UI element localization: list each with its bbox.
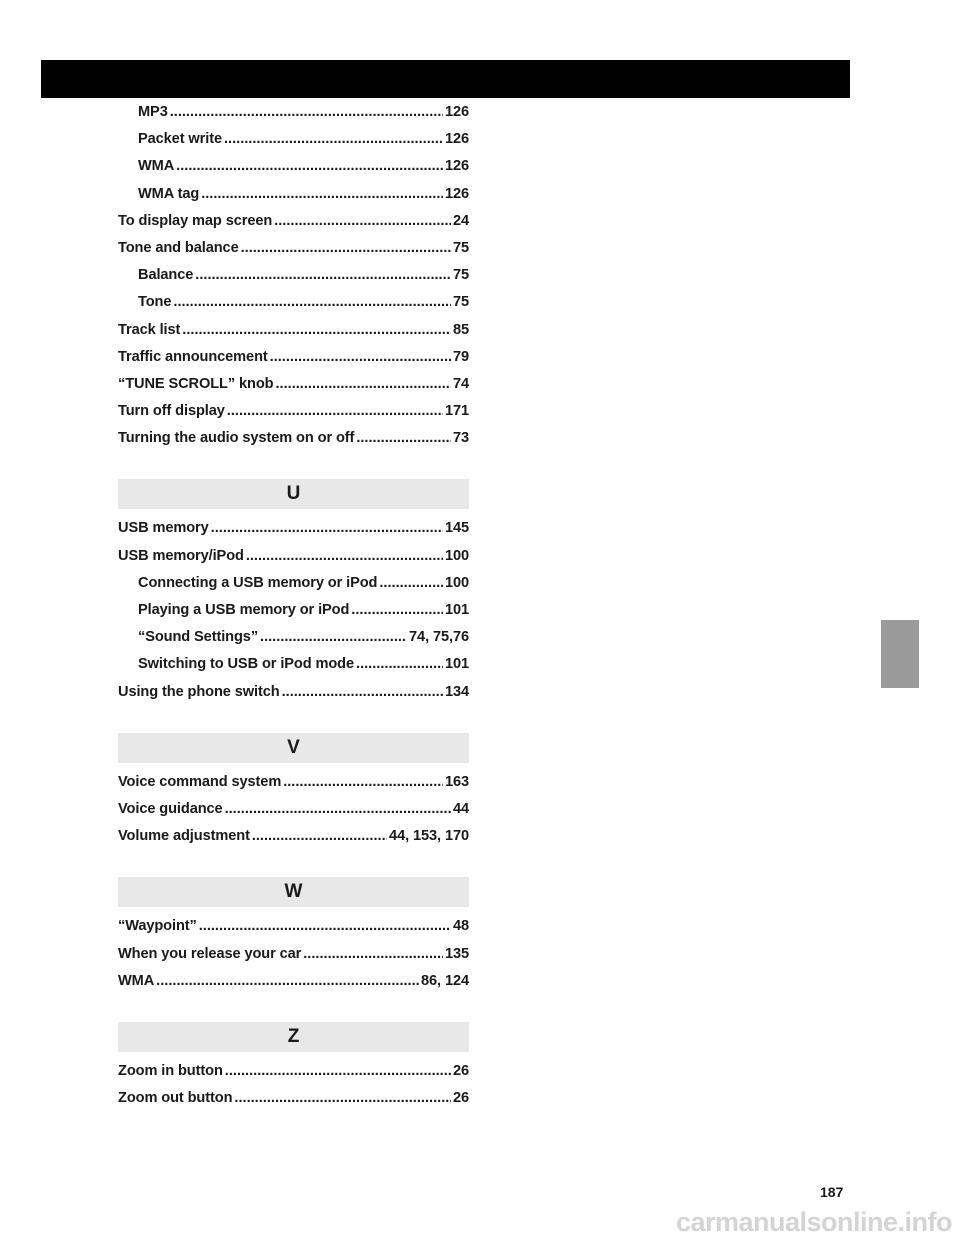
leader-dots: [351, 602, 443, 618]
entry-label: Volume adjustment: [118, 828, 250, 845]
entry-page: 26: [452, 1090, 469, 1107]
entry-label: Traffic announcement: [118, 348, 268, 365]
entry-page: 44, 153, 170: [389, 828, 469, 845]
entry-label: Turning the audio system on or off: [118, 430, 355, 447]
leader-dots: [246, 548, 443, 564]
entry-page: 26: [452, 1062, 469, 1079]
entry-label: USB memory: [118, 520, 209, 537]
entry-page: 101: [444, 602, 469, 618]
entry-label: Packet write: [138, 131, 222, 148]
index-entry: [118, 801, 469, 828]
entry-page: 73: [452, 430, 469, 447]
entry-page: 145: [444, 520, 469, 537]
entry-page: 48: [452, 918, 469, 935]
index-entry: [118, 267, 469, 294]
entry-label: Zoom out button: [118, 1090, 233, 1107]
leader-dots: [176, 158, 443, 174]
entry-page: 126: [444, 185, 469, 202]
entry-label: Balance: [138, 267, 194, 284]
leader-dots: [275, 376, 450, 392]
leader-dots: [356, 430, 451, 446]
index-entry: [118, 131, 469, 158]
index-entry: [118, 349, 469, 376]
entry-label: USB memory/iPod: [118, 547, 244, 564]
entry-label: Tone and balance: [118, 239, 239, 256]
section-header-z: Z: [118, 1022, 469, 1052]
index-entry: [118, 629, 469, 656]
index-entry: [118, 403, 469, 430]
leader-dots: [199, 918, 451, 934]
entry-label: Voice guidance: [118, 800, 223, 817]
entries-u: [118, 520, 469, 710]
leader-dots: [227, 403, 443, 419]
entry-label: “TUNE SCROLL” knob: [118, 375, 274, 392]
index-entry: [118, 240, 469, 267]
entry-label: Playing a USB memory or iPod: [138, 602, 350, 618]
entry-page: 101: [444, 656, 469, 673]
index-entry: [118, 1090, 469, 1117]
entry-label: When you release your car: [118, 945, 302, 962]
index-entry: [118, 684, 469, 711]
leader-dots: [303, 946, 443, 962]
leader-dots: [225, 801, 451, 817]
index-entry: [118, 1063, 469, 1090]
entry-page: 171: [444, 403, 469, 420]
entries-w: [118, 918, 469, 1000]
leader-dots: [234, 1090, 451, 1106]
index-entry: [118, 186, 469, 213]
index-entry: [118, 774, 469, 801]
entry-label: WMA: [118, 972, 155, 989]
header-bar: [41, 60, 850, 98]
entry-label: “Sound Settings”: [138, 629, 259, 646]
entries-z: [118, 1063, 469, 1117]
leader-dots: [270, 349, 451, 365]
index-entry: [118, 520, 469, 547]
entry-label: Tone: [138, 294, 172, 311]
index-entry: [118, 575, 469, 602]
leader-dots: [173, 294, 451, 310]
entry-label: Switching to USB or iPod mode: [138, 656, 355, 673]
entry-page: 24: [452, 212, 469, 229]
entries-t: [118, 104, 469, 457]
entry-page: 135: [444, 945, 469, 962]
section-header-w: W: [118, 877, 469, 907]
index-entry: [118, 213, 469, 240]
entry-page: 79: [452, 348, 469, 365]
leader-dots: [252, 828, 387, 844]
entry-page: 85: [452, 321, 469, 338]
section-header-u: U: [118, 479, 469, 509]
entry-page: 126: [444, 131, 469, 148]
entry-label: Voice command system: [118, 773, 282, 790]
leader-dots: [356, 656, 443, 672]
index-entry: [118, 548, 469, 575]
index-column: [118, 104, 469, 1117]
entry-page: 74, 75,76: [409, 629, 469, 646]
section-header-v: V: [118, 733, 469, 763]
entry-page: 100: [444, 547, 469, 564]
entry-page: 100: [444, 574, 469, 591]
entry-label: Turn off display: [118, 403, 225, 420]
leader-dots: [201, 186, 443, 202]
leader-dots: [224, 131, 443, 147]
entry-label: “Waypoint”: [118, 918, 197, 935]
leader-dots: [283, 774, 443, 790]
index-entry: [118, 294, 469, 321]
index-entry: [118, 104, 469, 131]
index-entry: [118, 322, 469, 349]
entries-v: [118, 774, 469, 856]
leader-dots: [170, 104, 443, 120]
index-entry: [118, 430, 469, 457]
entry-label: Track list: [118, 321, 181, 338]
entry-label: To display map screen: [118, 212, 273, 229]
entry-label: WMA: [138, 158, 175, 175]
leader-dots: [182, 322, 451, 338]
entry-page: 126: [444, 104, 469, 120]
entry-page: 44: [452, 800, 469, 817]
leader-dots: [195, 267, 451, 283]
leader-dots: [282, 684, 443, 700]
leader-dots: [211, 520, 443, 536]
entry-page: 75: [452, 239, 469, 256]
index-entry: [118, 973, 469, 1000]
leader-dots: [225, 1063, 451, 1079]
entry-label: Using the phone switch: [118, 683, 280, 700]
entry-label: Connecting a USB memory or iPod: [138, 574, 378, 591]
entry-page: 134: [444, 683, 469, 700]
entry-page: 126: [444, 158, 469, 175]
entry-label: Zoom in button: [118, 1062, 223, 1079]
entry-page: 74: [452, 375, 469, 392]
entry-page: 75: [452, 267, 469, 284]
chapter-tab: [881, 620, 919, 688]
leader-dots: [241, 240, 451, 256]
watermark: carmanualsonline.info: [675, 1207, 952, 1237]
leader-dots: [379, 575, 443, 591]
leader-dots: [260, 629, 407, 645]
index-entry: [118, 158, 469, 185]
page-number: 187: [820, 1184, 844, 1200]
entry-label: MP3: [138, 104, 168, 120]
index-entry: [118, 602, 469, 629]
entry-page: 163: [444, 773, 469, 790]
index-entry: [118, 656, 469, 683]
entry-page: 75: [452, 294, 469, 311]
leader-dots: [156, 973, 419, 989]
entry-label: WMA tag: [138, 185, 200, 202]
index-entry: [118, 918, 469, 945]
index-entry: [118, 828, 469, 855]
entry-page: 86, 124: [421, 972, 469, 989]
index-entry: [118, 946, 469, 973]
index-entry: [118, 376, 469, 403]
leader-dots: [274, 213, 451, 229]
